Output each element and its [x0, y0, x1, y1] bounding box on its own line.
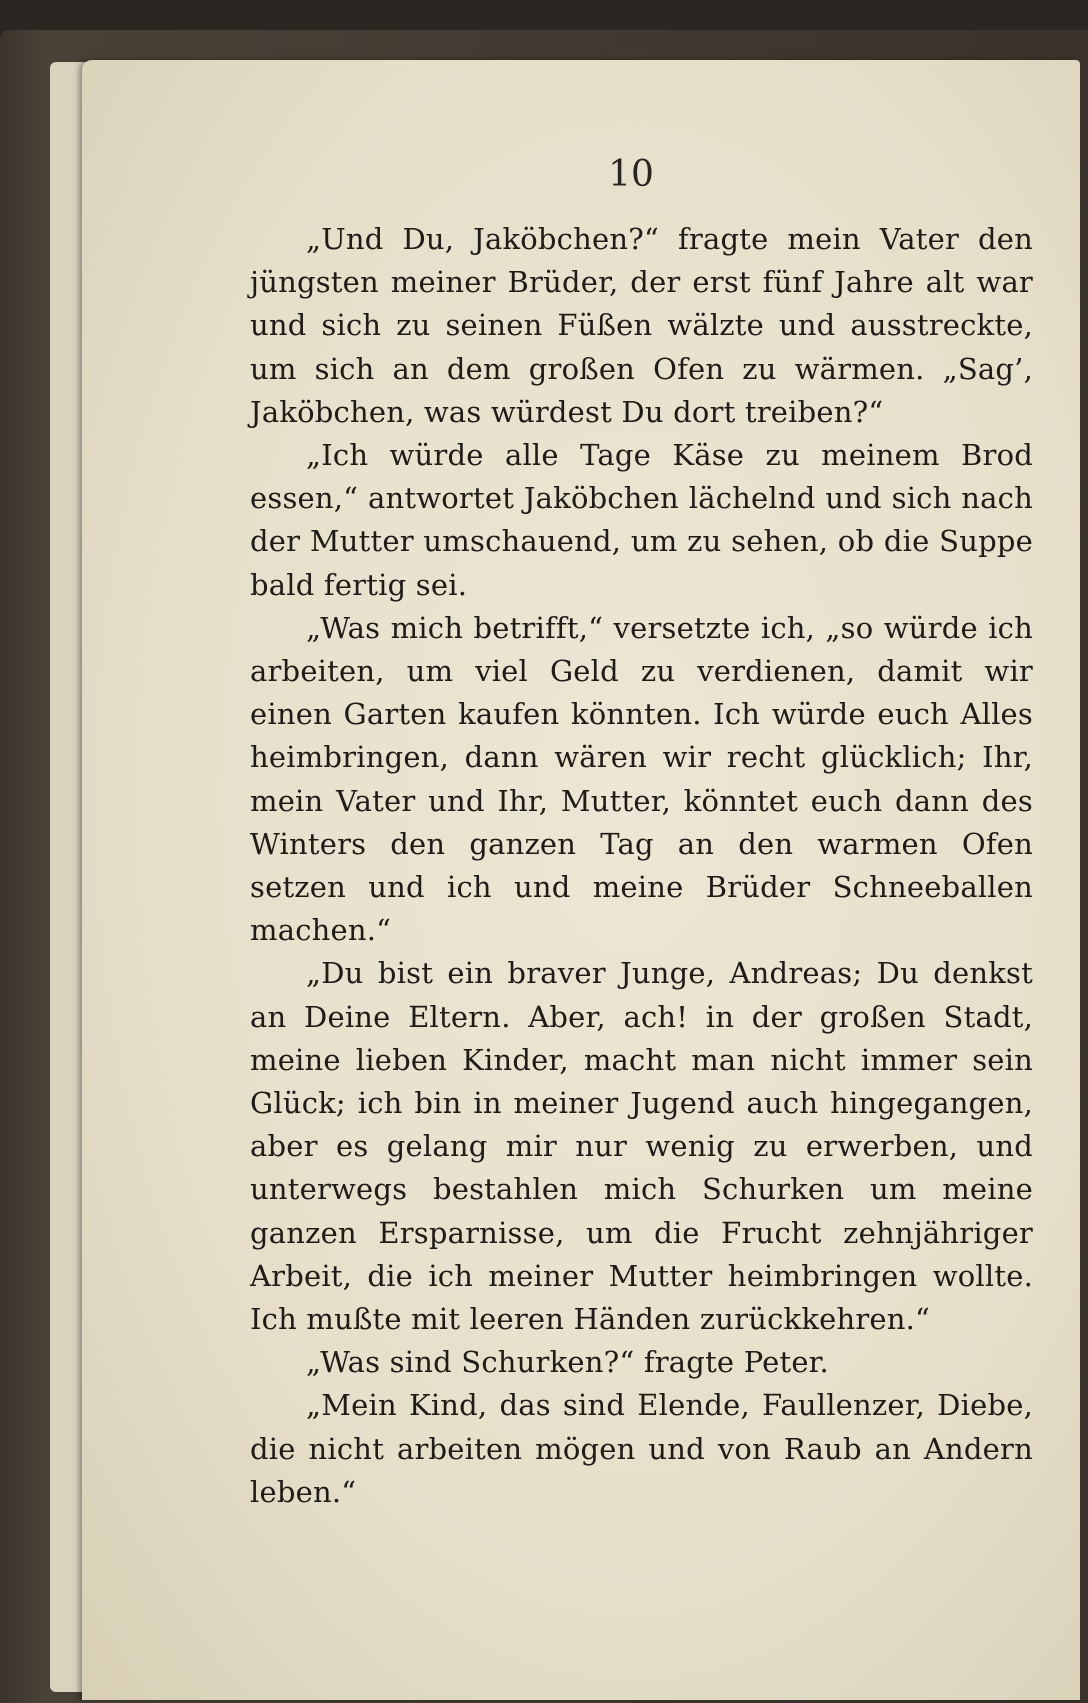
- paragraph: „Was mich betrifft,“ versetzte ich, „so würde ich arbeiten, um viel Geld zu verdienen, damit wir einen Garten kaufen könnten. Ich würde euch Alles heimbringen, dann wären wir recht glücklich; Ihr, mein Vater und Ihr, Mutter, könntet euch dann des Winters den ganzen Tag an den warmen Ofen setzen und ich und meine Brüder Schneeballen machen.“: [250, 610, 1033, 948]
- paragraph: „Was sind Schurken?“ fragte Peter.: [306, 1345, 829, 1380]
- paragraph: „Du bist ein braver Junge, Andreas; Du denkst an Deine Eltern. Aber, ach! in der großen Stadt, meine lieben Kinder, macht man nicht immer sein Glück; ich bin in meiner Jugend auch hingegangen, aber es gelang mir nur wenig zu erwerben, und unterwegs bestahlen mich Schurken um meine ganzen Ersparnisse, um die Frucht zehnjähriger Arbeit, die ich meiner Mutter heimbringen wollte. Ich mußte mit leeren Händen zurückkehren.“: [250, 956, 1033, 1337]
- page-text: [250, 218, 1033, 1514]
- paragraph: „Mein Kind, das sind Elende, Faullenzer, Diebe, die nicht arbeiten mögen und von Raub an Andern leben.“: [250, 1388, 1033, 1509]
- paragraph: „Ich würde alle Tage Käse zu meinem Brod essen,“ antwortet Jaköbchen lächelnd und sich nach der Mutter umschauend, um zu sehen, ob die Suppe bald fertig sei.: [250, 438, 1033, 602]
- page-number: 10: [608, 154, 654, 195]
- paragraph: „Und Du, Jaköbchen?“ fragte mein Vater den jüngsten meiner Brüder, der erst fünf Jahre alt war und sich zu seinen Füßen wälzte und ausstreckte, um sich an dem großen Ofen zu wärmen. „Sag’, Jaköbchen, was würdest Du dort treiben?“: [250, 222, 1033, 429]
